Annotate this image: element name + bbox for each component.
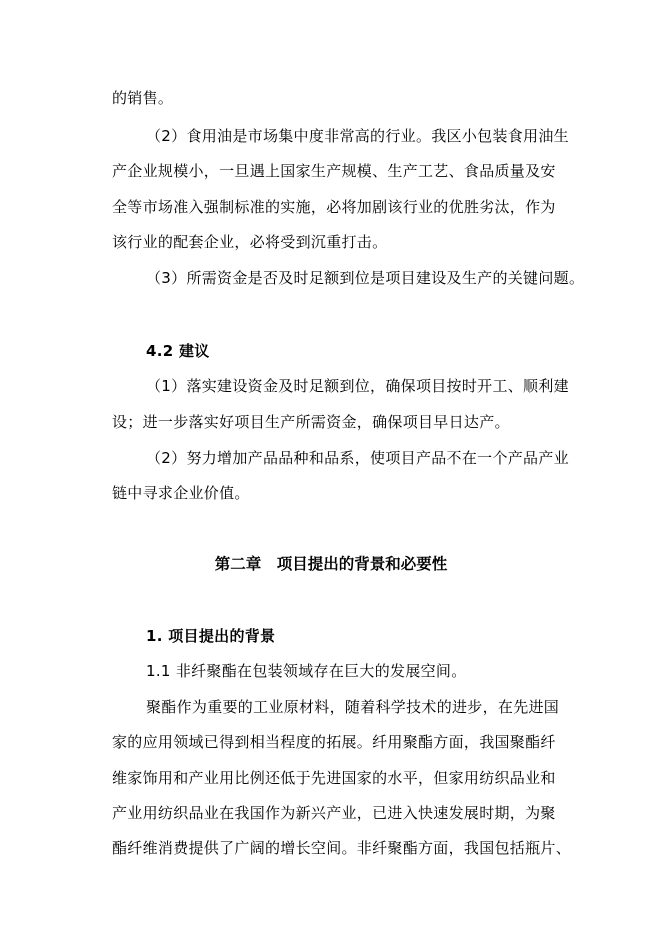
text-line: 的销售。 — [112, 89, 174, 107]
text-line: 酯纤维消费提供了广阔的增长空间。非纤聚酯方面，我国包括瓶片、 — [112, 839, 572, 857]
text-line: 该行业的配套企业，必将受到沉重打击。 — [112, 233, 388, 251]
chapter-title: 第二章 项目提出的背景和必要性 — [214, 555, 448, 573]
text-line: （3）所需资金是否及时足额到位是项目建设及生产的关键问题。 — [146, 269, 585, 287]
text-line: 链中寻求企业价值。 — [112, 484, 250, 502]
text-line: 设；进一步落实好项目生产所需资金，确保项目早日达产。 — [112, 413, 510, 431]
text-line: 产业用纺织品业在我国作为新兴产业，已进入快速发展时期，为聚 — [112, 804, 556, 822]
text-line: 全等市场准入强制标准的实施，必将加剧该行业的优胜劣汰，作为 — [112, 198, 556, 216]
text-line: 聚酯作为重要的工业原材料，随着科学技术的进步，在先进国 — [146, 698, 560, 716]
section-heading: 1. 项目提出的背景 — [146, 627, 276, 645]
text-line: 产企业规模小，一旦遇上国家生产规模、生产工艺、食品质量及安 — [112, 162, 556, 180]
subsection-heading: 1.1 非纤聚酯在包装领域存在巨大的发展空间。 — [146, 662, 467, 680]
text-line: （2）努力增加产品品种和品系，使项目产品不在一个产品产业 — [146, 449, 569, 467]
text-line: 家的应用领域已得到相当程度的拓展。纤用聚酯方面，我国聚酯纤 — [112, 733, 556, 751]
text-line: （1）落实建设资金及时足额到位，确保项目按时开工、顺利建 — [146, 377, 569, 395]
section-heading: 4.2 建议 — [146, 342, 210, 360]
text-line: （2）食用油是市场集中度非常高的行业。我区小包装食用油生 — [146, 127, 569, 145]
text-line: 维家饰用和产业用比例还低于先进国家的水平，但家用纺织品业和 — [112, 769, 556, 787]
